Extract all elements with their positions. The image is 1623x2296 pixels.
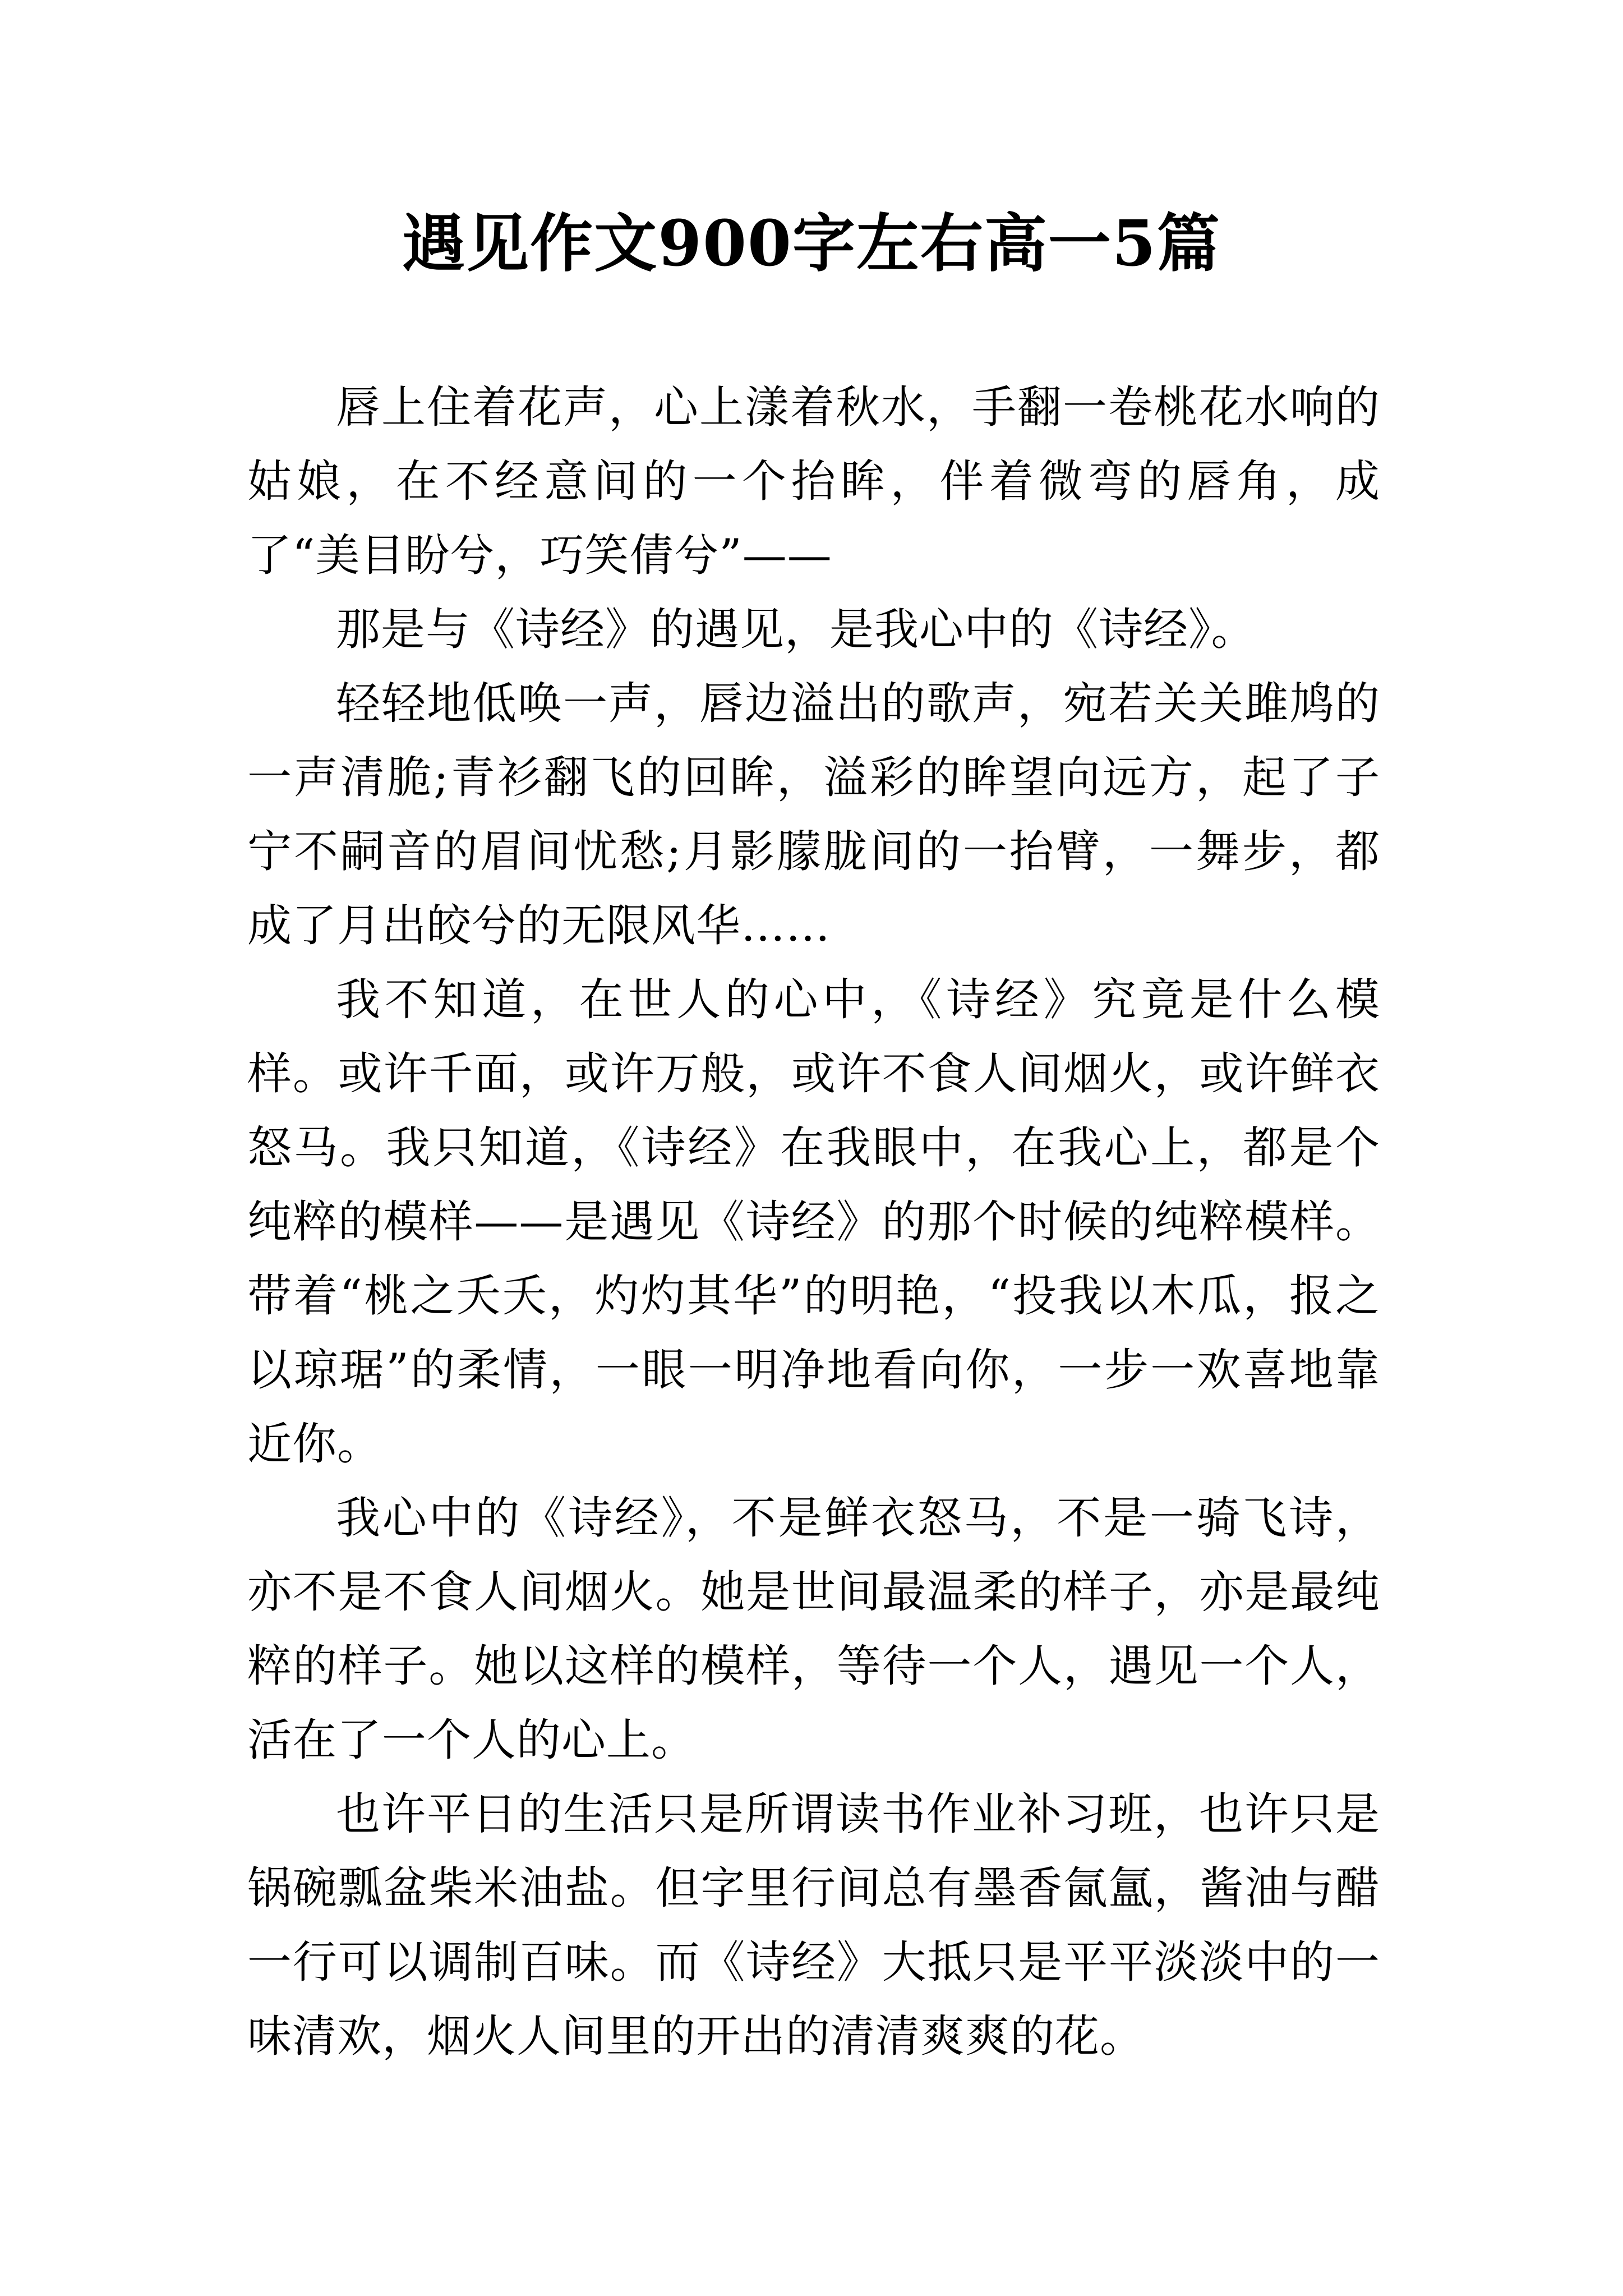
- paragraph: 我不知道，在世人的心中，《诗经》究竟是什么模样。或许千面，或许万般，或许不食人间烟火，或许鲜衣怒马。我只知道，《诗经》在我眼中，在我心上，都是个纯粹的模样——是遇见《诗经》的那个时候的纯粹模样。带着“桃之夭夭，灼灼其华”的明艳，“投我以木瓜，报之以琼琚”的柔情，一眼一明净地看向你，一步一欢喜地靠近你。: [247, 974, 1380, 1470]
- paragraph: 我心中的《诗经》，不是鲜衣怒马，不是一骑飞诗，亦不是不食人间烟火。她是世间最温柔的样子，亦是最纯粹的样子。她以这样的模样，等待一个人，遇见一个人，活在了一个人的心上。: [247, 1492, 1380, 1766]
- document-title: 遇见作文900字左右高一5篇: [402, 207, 1221, 280]
- paragraph: 轻轻地低唤一声，唇边溢出的歌声，宛若关关雎鸠的一声清脆;青衫翻飞的回眸，溢彩的眸望向远方，起了子宁不嗣音的眉间忧愁;月影朦胧间的一抬臂，一舞步，都成了月出皎兮的无限风华……: [247, 678, 1380, 951]
- paragraph: 唇上住着花声，心上漾着秋水，手翻一卷桃花水响的姑娘，在不经意间的一个抬眸，伴着微弯的唇角，成了“美目盼兮，巧笑倩兮”——: [247, 381, 1380, 581]
- paragraph: 那是与《诗经》的遇见，是我心中的《诗经》。: [336, 604, 1256, 655]
- document-body: [247, 370, 1380, 2073]
- paragraph: 也许平日的生活只是所谓读书作业补习班，也许只是锅碗瓢盆柴米油盐。但字里行间总有墨香氤氲，酱油与醋一行可以调制百味。而《诗经》大抵只是平平淡淡中的一味清欢，烟火人间里的开出的清清爽爽的花。: [247, 1788, 1380, 2062]
